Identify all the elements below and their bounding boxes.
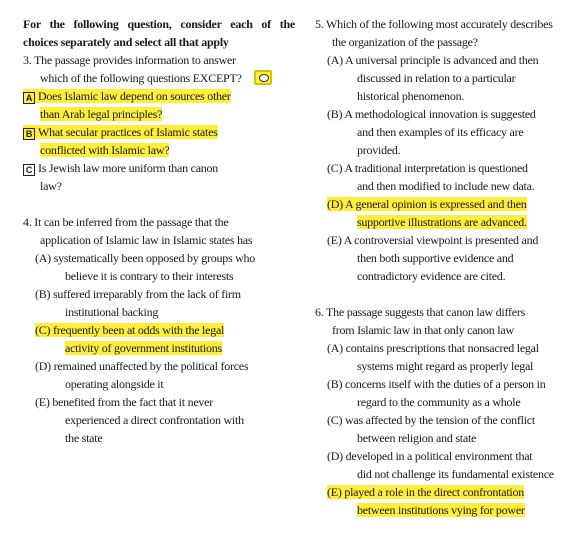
question-5 [315,15,570,285]
instructions [23,15,295,51]
option-b[interactable] [315,375,570,411]
option-text: the state [65,431,103,445]
option-text: and then examples of its efficacy are [357,125,524,139]
option-d[interactable] [315,447,570,483]
option-text: did not challenge its fundamental existence [357,467,554,481]
option-c[interactable] [315,411,570,447]
option-text: regard to the community as a whole [357,395,521,409]
option-text: (B) concerns itself with the duties of a person in [327,377,546,391]
option-text: historical phenomenon. [357,89,465,103]
option-text: contradictory evidence are cited. [357,269,506,283]
option-b[interactable] [315,105,570,159]
option-text: (C) frequently been at odds with the legal [35,323,225,337]
option-a[interactable] [23,87,295,123]
checkbox-c[interactable]: C [23,164,35,176]
option-b[interactable] [23,285,295,321]
option-text: (D) developed in a political environment that [327,449,533,463]
option-text: activity of government institutions [65,341,222,355]
option-text: Is Jewish law more uniform than canon [38,161,219,175]
option-text: and then modified to include new data. [357,179,535,193]
option-text: than Arab legal principles? [40,107,163,121]
option-text: What secular practices of Islamic states [38,125,218,139]
right-column [315,15,570,519]
option-text: (A) A universal principle is advanced and then [327,53,539,67]
speech-bubble-note-icon[interactable] [254,70,272,85]
option-text: (B) suffered irreparably from the lack of firm [35,287,241,301]
option-text: operating alongside it [65,377,164,391]
option-text: (C) A traditional interpretation is questioned [327,161,528,175]
question-3 [23,51,295,195]
question-stem: 5. Which of the following most accurately describes [315,17,553,31]
option-e[interactable] [315,483,570,519]
option-text: supportive illustrations are advanced. [357,215,527,229]
question-stem: application of Islamic law in Islamic states has [40,233,253,247]
option-text: Does Islamic law depend on sources other [38,89,231,103]
option-d[interactable] [23,357,295,393]
option-c[interactable] [315,159,570,195]
question-stem: 6. The passage suggests that canon law differs [315,305,526,319]
option-text: (E) A controversial viewpoint is presented and [327,233,539,247]
option-d[interactable] [315,195,570,231]
option-text: (C) was affected by the tension of the conflict [327,413,535,427]
question-6 [315,303,570,519]
option-text: institutional backing [65,305,159,319]
option-e[interactable] [315,231,570,285]
option-text: (D) remained unaffected by the political forces [35,359,249,373]
instructions-line: For the following question, consider each of the [23,17,295,31]
option-a[interactable] [315,51,570,105]
option-c[interactable] [23,321,295,357]
left-column [23,15,295,447]
option-text: experienced a direct confrontation with [65,413,244,427]
option-text: between institutions vying for power [357,503,525,517]
option-text: law? [40,179,62,193]
option-text: conflicted with Islamic law? [40,143,170,157]
instructions-line: choices separately and select all that apply [23,35,229,49]
option-text: (E) played a role in the direct confrontation [327,485,524,499]
question-stem: 4. It can be inferred from the passage that the [23,215,229,229]
question-stem: from Islamic law in that only canon law [332,323,514,337]
option-text: (A) systematically been opposed by groups who [35,251,256,265]
option-text: between religion and state [357,431,477,445]
option-b[interactable] [23,123,295,159]
option-text: (B) A methodological innovation is suggested [327,107,536,121]
option-text: (E) benefited from the fact that it never [35,395,213,409]
question-4 [23,213,295,447]
checkbox-b[interactable]: B [23,128,35,140]
option-e[interactable] [23,393,295,447]
option-a[interactable] [315,339,570,375]
question-stem: which of the following questions EXCEPT? [40,71,242,85]
option-text: systems might regard as properly legal [357,359,534,373]
option-text: then both supportive evidence and [357,251,514,265]
option-text: provided. [357,143,401,157]
option-text: (A) contains prescriptions that nonsacred legal [327,341,539,355]
checkbox-a[interactable]: A [23,92,35,104]
option-c[interactable] [23,159,295,195]
option-text: discussed in relation to a particular [357,71,516,85]
option-text: believe it is contrary to their interests [65,269,234,283]
question-stem: 3. The passage provides information to answer [23,53,236,67]
option-a[interactable] [23,249,295,285]
question-stem: the organization of the passage? [332,35,478,49]
option-text: (D) A general opinion is expressed and then [327,197,527,211]
